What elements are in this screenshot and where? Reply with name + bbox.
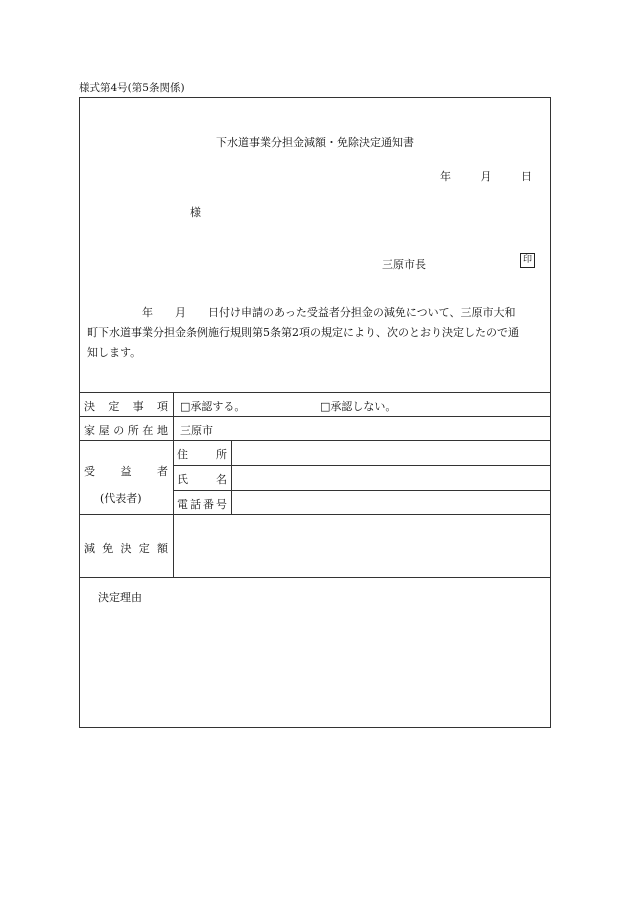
seal-mark: 印 xyxy=(520,253,535,268)
body-line: 知します。 xyxy=(87,346,142,359)
address-label: 住 所 xyxy=(177,448,227,461)
notice-date xyxy=(414,168,532,184)
reduction-amount-label: 減 免 決 定 額 xyxy=(84,542,168,555)
location-value: 三原市 xyxy=(180,424,213,437)
reason-label: 決定理由 xyxy=(98,591,142,604)
approve-option[interactable]: □承認する。 xyxy=(180,400,246,413)
beneficiary-label: 受 益 者 xyxy=(84,465,168,478)
addressee-suffix: 様 xyxy=(190,206,201,219)
divider xyxy=(80,416,550,417)
body-line: 町下水道事業分担金条例施行規則第5条第2項の規定により、次のとおり決定したので通 xyxy=(87,326,519,339)
divider xyxy=(231,440,232,514)
reject-option[interactable]: □承認しない。 xyxy=(320,400,397,413)
decision-label: 決 定 事 項 xyxy=(84,400,168,413)
date-day: 日 xyxy=(521,170,532,183)
divider xyxy=(80,577,550,578)
divider xyxy=(80,440,550,441)
notice-body xyxy=(87,303,544,363)
divider xyxy=(80,514,550,515)
notice-form xyxy=(79,97,551,728)
date-year: 年 xyxy=(440,170,451,183)
issuer: 三原市長 xyxy=(382,258,426,271)
divider xyxy=(173,392,174,577)
form-title: 下水道事業分担金減額・免除決定通知書 xyxy=(216,136,414,149)
phone-label: 電 話 番 号 xyxy=(177,498,227,511)
location-label: 家 屋 の 所 在 地 xyxy=(84,424,168,437)
date-month: 月 xyxy=(480,170,492,183)
body-line: 年 月 日付け申請のあった受益者分担金の減免について、三原市大和 xyxy=(87,306,516,319)
name-label: 氏 名 xyxy=(177,473,227,486)
divider xyxy=(80,392,550,393)
divider xyxy=(173,490,550,491)
divider xyxy=(173,465,550,466)
form-number: 様式第4号(第5条関係) xyxy=(79,82,185,94)
representative-label: (代表者) xyxy=(100,492,142,505)
